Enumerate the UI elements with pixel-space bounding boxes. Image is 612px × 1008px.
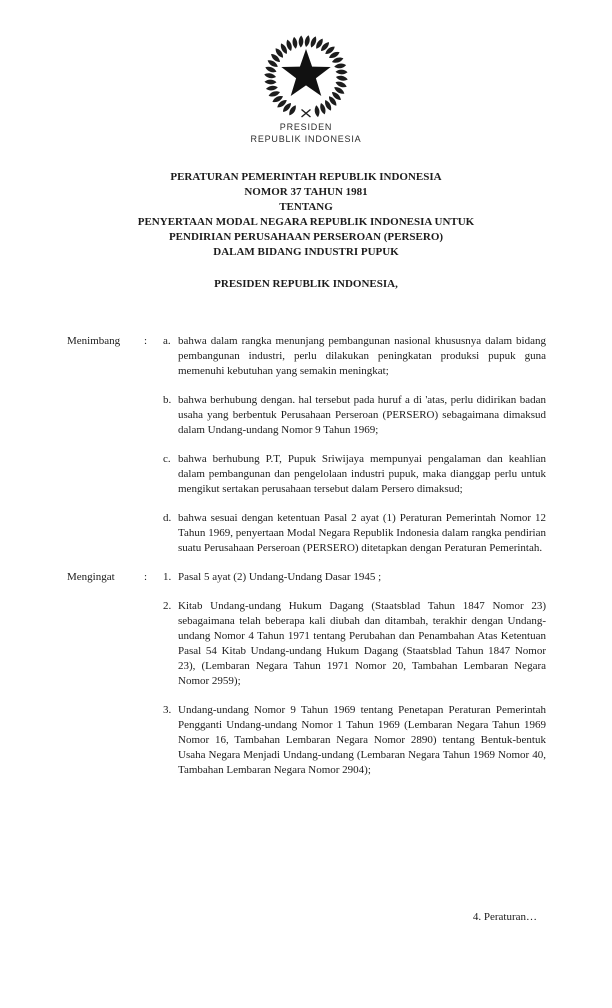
section-items [163, 570, 546, 792]
title-line-subject-1: PENYERTAAN MODAL NEGARA REPUBLIK INDONESIA UNTUK [137, 216, 475, 228]
consideration-item-d [163, 511, 546, 556]
section-mengingat [67, 570, 546, 792]
item-text: Kitab Undang-undang Hukum Dagang (Staatsblad Tahun 1847 Nomor 23) sebagaimana telah beberapa kali diubah dan ditambah, terakhir dengan Undang-undang Nomor 4 Tahun 1971 tentang Perubahan dan Penambahan Atas Ketentuan Pasal 54 Kitab Undang-undang Hukum Dagang (Staatsblad Tahun 1847 Nomor 23), (Lembaran Negara Tahun 1971 Nomor 20, Tambahan Lembaran Negara Nomor 2959); [178, 600, 546, 687]
consideration-item-c [163, 452, 546, 497]
item-text: Undang-undang Nomor 9 Tahun 1969 tentang Penetapan Peraturan Pemerintah Pengganti Undang-undang Nomor 1 Tahun 1969 (Lembaran Negara Tahun 1969 Nomor 16, Tambahan Lembaran Negara Nomor 2890) tentang Bentuk-bentuk Usaha Negara Menjadi Undang-undang (Lembaran Negara Tahun 1969 Nomor 40, Tambahan Lembaran Negara Nomor 2904); [178, 704, 546, 776]
section-label: Mengingat [67, 571, 115, 583]
item-text: bahwa berhubung dengan. hal tersebut pada huruf a di 'atas, perlu didirikan badan usaha yang berbentuk Perusahaan Perseroan (PERSERO) sebagaimana dimaksud dalam Undang-undang Nomor 9 Tahun 1969; [178, 394, 546, 436]
emblem-caption-line2: REPUBLIK INDONESIA [250, 134, 362, 144]
item-marker: 2. [163, 600, 172, 612]
catchword: 4. Peraturan… [472, 911, 537, 923]
opening-line: PRESIDEN REPUBLIK INDONESIA, [214, 278, 398, 290]
item-text: Pasal 5 ayat (2) Undang-Undang Dasar 1945 ; [178, 571, 382, 583]
section-colon: : [144, 571, 148, 583]
consideration-item-a [163, 334, 546, 379]
item-marker: 1. [163, 571, 172, 583]
item-text: bahwa berhubung P.T, Pupuk Sriwijaya mempunyai pengalaman dan keahlian dalam pembangunan dan pengelolaan industri pupuk, maka dianggap perlu untuk mengikut sertakan perusahaan tersebut dalam Persero dimaksud; [178, 453, 546, 495]
title-line-number: NOMOR 37 TAHUN 1981 [244, 186, 368, 198]
item-text: bahwa dalam rangka menunjang pembangunan nasional khususnya dalam bidang pembangunan industri, perlu dilakukan peningkatan produksi pupuk guna memenuhi kebutuhan yang semakin meningkat; [178, 335, 546, 377]
title-line-subject-3: DALAM BIDANG INDUSTRI PUPUK [213, 246, 399, 258]
legal-basis-item-1 [163, 570, 546, 585]
title-line-tentang: TENTANG [279, 201, 333, 213]
presidential-emblem [256, 33, 356, 123]
item-text: bahwa sesuai dengan ketentuan Pasal 2 ayat (1) Peraturan Pemerintah Nomor 12 Tahun 1969, penyertaan Modal Negara Republik Indonesia dalam rangka pendirian suatu Perusahaan Perseroan (PERSERO) ditetapkan dengan Peraturan Pemerintah. [178, 512, 546, 554]
legal-basis-item-2 [163, 599, 546, 689]
emblem-caption [0, 121, 612, 145]
section-label: Menimbang [67, 335, 121, 347]
item-marker: a. [163, 335, 171, 347]
star-icon [281, 49, 330, 96]
title-line-regulation: PERATURAN PEMERINTAH REPUBLIK INDONESIA [170, 171, 442, 183]
title-line-subject-2: PENDIRIAN PERUSAHAAN PERSEROAN (PERSERO) [168, 231, 444, 243]
wreath-ribbon-icon [302, 110, 311, 118]
legal-basis-item-3 [163, 703, 546, 778]
emblem-caption-line1: PRESIDEN [279, 122, 333, 132]
section-colon: : [144, 335, 148, 347]
section-menimbang [67, 334, 546, 570]
document-title [0, 170, 612, 260]
item-marker: b. [163, 394, 172, 406]
section-items [163, 334, 546, 570]
document-body [67, 334, 546, 792]
item-marker: d. [163, 512, 172, 524]
item-marker: c. [163, 453, 171, 465]
consideration-item-b [163, 393, 546, 438]
item-marker: 3. [163, 704, 172, 716]
